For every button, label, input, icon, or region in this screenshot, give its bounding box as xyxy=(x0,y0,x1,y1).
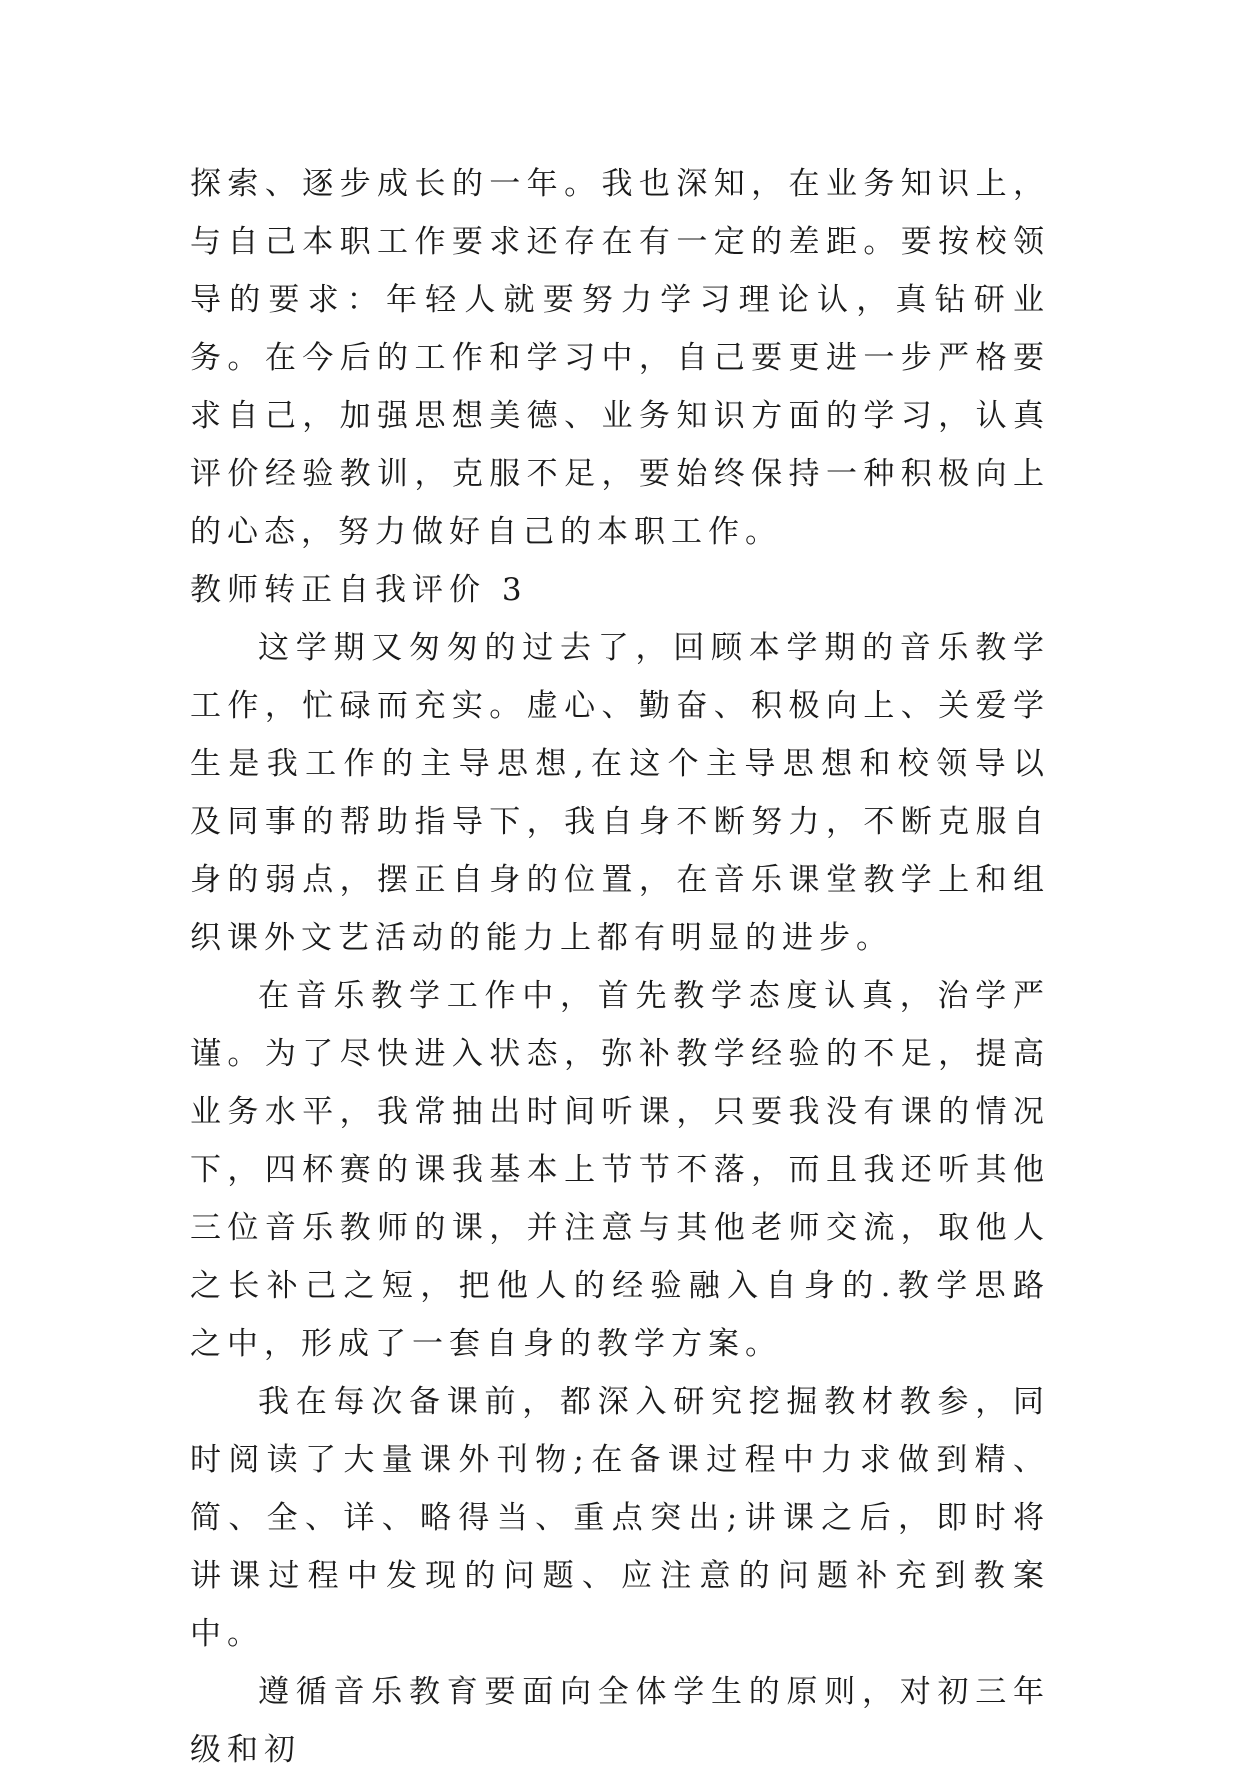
paragraph-4: 遵循音乐教育要面向全体学生的原则，对初三年级和初 xyxy=(190,1674,1050,1768)
section-title: 教师转正自我评价 3 xyxy=(190,572,528,608)
paragraph-3: 我在每次备课前，都深入研究挖掘教材教参，同时阅读了大量课外刊物;在备课过程中力求做到精、简、全、详、略得当、重点突出;讲课之后，即时将讲课过程中发现的问题、应注意的问题补充到教案中。 xyxy=(190,1384,1050,1652)
document-page xyxy=(190,155,1050,1779)
paragraph-2: 在音乐教学工作中，首先教学态度认真，治学严谨。为了尽快进入状态，弥补教学经验的不足，提高业务水平，我常抽出时间听课，只要我没有课的情况下，四杯赛的课我基本上节节不落，而且我还听其他三位音乐教师的课，并注意与其他老师交流，取他人之长补己之短，把他人的经验融入自身的.教学思路之中，形成了一套自身的教学方案。 xyxy=(190,978,1050,1362)
paragraph-1: 这学期又匆匆的过去了，回顾本学期的音乐教学工作，忙碌而充实。虚心、勤奋、积极向上、关爱学生是我工作的主导思想,在这个主导思想和校领导以及同事的帮助指导下，我自身不断努力，不断克服自身的弱点，摆正自身的位置，在音乐课堂教学上和组织课外文艺活动的能力上都有明显的进步。 xyxy=(190,630,1050,956)
paragraph-continuation: 探索、逐步成长的一年。我也深知，在业务知识上，与自己本职工作要求还存在有一定的差距。要按校领导的要求：年轻人就要努力学习理论认，真钻研业务。在今后的工作和学习中，自己要更进一步严格要求自己，加强思想美德、业务知识方面的学习，认真评价经验教训，克服不足，要始终保持一种积极向上的心态，努力做好自己的本职工作。 xyxy=(190,166,1050,550)
